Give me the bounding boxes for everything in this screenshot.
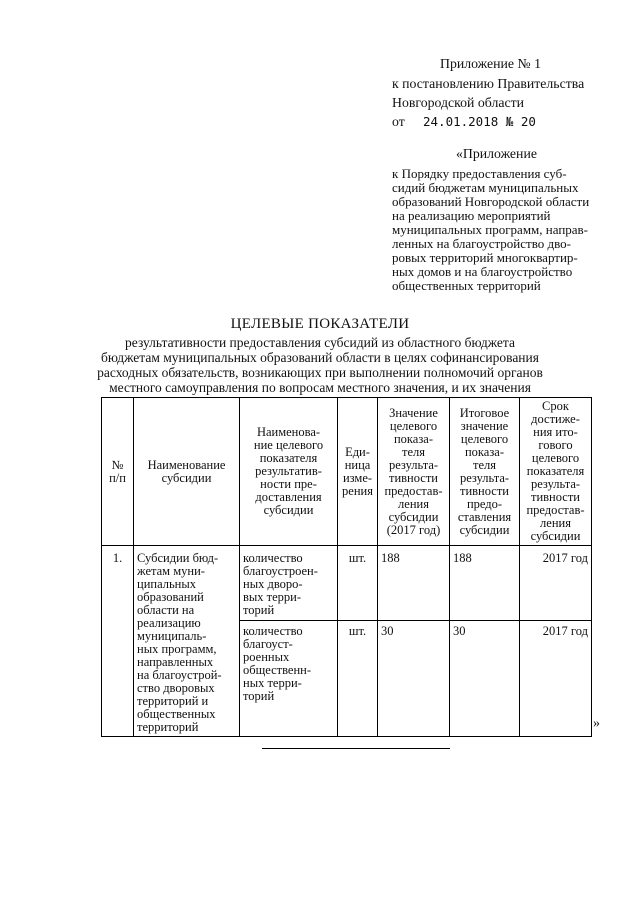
cell-line: вых терри-	[243, 590, 302, 604]
cell-line: значение	[460, 418, 509, 433]
cell-line: субсидии	[263, 503, 314, 517]
final-value: 30	[450, 621, 520, 737]
cell-line: показа-	[464, 444, 505, 459]
cell-line: изме-	[342, 470, 373, 485]
cell-line: территорий и	[137, 694, 209, 708]
cell-line: теля	[402, 444, 425, 459]
cell-line: территорий	[137, 720, 199, 734]
cell-line: области на	[137, 603, 195, 617]
indicator-name	[240, 621, 338, 737]
cell-line: результа-	[459, 470, 510, 485]
cell-line: №	[111, 457, 124, 472]
cell-line: достиже-	[531, 412, 580, 426]
cell-line: Наименование	[147, 457, 226, 472]
cell-line: направленных	[137, 655, 214, 669]
cell-line: ных терри-	[243, 676, 302, 691]
cell-line: целевого	[531, 451, 580, 465]
appendix-line: сидий бюджетам муниципальных	[392, 180, 579, 195]
subtitle-line: бюджетам муниципальных образований области в целях софинансирования	[101, 350, 539, 365]
cell-line: тивности	[388, 470, 438, 485]
header-unit	[338, 398, 378, 546]
target-value: 188	[378, 546, 450, 621]
unit: шт.	[338, 546, 378, 621]
cell-line: целевого	[389, 418, 438, 433]
header-subsidy-name	[134, 398, 240, 546]
cell-line: Еди-	[345, 444, 370, 459]
indicator-name	[240, 546, 338, 621]
cell-line: образований	[137, 590, 204, 604]
closing-quote: »	[593, 716, 600, 731]
cell-line: показателя	[526, 464, 585, 478]
cell-line: доставления	[255, 490, 322, 504]
final-value: 188	[450, 546, 520, 621]
header-number	[102, 398, 134, 546]
cell-line: предо-	[466, 496, 503, 511]
header-deadline	[520, 398, 592, 546]
cell-line: субсидии	[388, 509, 439, 524]
cell-line: ница	[344, 457, 371, 472]
cell-line: общественных	[137, 707, 216, 721]
cell-line: Наименова-	[256, 425, 321, 439]
appendix-line: на реализацию мероприятий	[392, 208, 551, 223]
deadline: 2017 год	[520, 546, 592, 621]
header-indicator-name	[240, 398, 338, 546]
cell-line: показателя	[259, 451, 318, 465]
cell-line: Срок	[542, 399, 569, 413]
subtitle-line: расходных обязательств, возникающих при выполнении полномочий органов	[97, 365, 543, 380]
subsidy-name	[134, 546, 240, 737]
row-number: 1.	[102, 546, 134, 737]
decree-line: к постановлению Правительства	[392, 76, 585, 91]
cell-line: ципальных	[137, 577, 197, 591]
cell-line: ставления	[457, 509, 512, 524]
cell-line: ных дворо-	[243, 577, 303, 591]
end-rule	[262, 748, 450, 749]
cell-line: торий	[243, 603, 275, 617]
cell-line: Итоговое	[459, 405, 510, 420]
cell-line: тивности	[530, 490, 580, 504]
appendix-line: ленных на благоустройство дво-	[392, 236, 572, 251]
unit: шт.	[338, 621, 378, 737]
cell-line: ние целевого	[253, 438, 324, 452]
cell-line: Субсидии бюд-	[137, 551, 219, 565]
cell-line: на благоустрой-	[137, 668, 222, 682]
subtitle-line: местного самоуправления по вопросам местного значения, и их значения	[109, 380, 531, 395]
header-final-value	[450, 398, 520, 546]
cell-line: ления	[540, 516, 571, 530]
cell-line: общественн-	[243, 663, 312, 678]
cell-line: количество	[243, 551, 303, 565]
appendix-line: к Порядку предоставления суб-	[392, 166, 567, 181]
appendix-block-title: «Приложение	[456, 146, 537, 161]
cell-line: теля	[473, 457, 496, 472]
cell-line: субсидии	[459, 522, 510, 537]
cell-line: жетам муни-	[137, 564, 205, 578]
cell-line: целевого	[460, 431, 509, 446]
appendix-line: общественных территорий	[392, 278, 541, 293]
cell-line: Значение	[389, 405, 438, 420]
cell-line: результа-	[388, 457, 439, 472]
cell-line: предостав-	[526, 503, 585, 517]
cell-line: ство дворовых	[137, 681, 215, 695]
cell-line: субсидии	[161, 470, 212, 485]
cell-line: гового	[538, 438, 573, 452]
appendix-line: муниципальных программ, направ-	[392, 222, 589, 237]
appendix-line: ровых территорий многоквартир-	[392, 250, 578, 265]
document-title: ЦЕЛЕВЫЕ ПОКАЗАТЕЛИ	[230, 316, 410, 332]
cell-line: тивности	[459, 483, 509, 498]
appendix-title: Приложение № 1	[440, 56, 542, 71]
cell-line: муниципаль-	[137, 629, 207, 643]
cell-line: ния ито-	[533, 425, 578, 439]
target-value: 30	[378, 621, 450, 737]
cell-line: ности пре-	[260, 477, 317, 491]
cell-line: предостав-	[384, 483, 443, 498]
header-target-value	[378, 398, 450, 546]
cell-line: результатив-	[255, 464, 322, 478]
cell-line: рения	[342, 483, 373, 498]
indicators-table	[101, 397, 592, 737]
cell-line: количество	[243, 624, 303, 639]
cell-line: п/п	[109, 470, 126, 485]
cell-line: ных программ,	[137, 642, 217, 656]
cell-line: показа-	[393, 431, 434, 446]
region-line: Новгородской области	[392, 95, 524, 110]
appendix-line: ных домов и на благоустройство	[392, 264, 573, 279]
cell-line: (2017 год)	[386, 522, 441, 537]
date-prefix: от	[392, 114, 405, 129]
cell-line: результа-	[530, 477, 581, 491]
cell-line: благоустроен-	[243, 564, 318, 578]
cell-line: ления	[398, 496, 429, 511]
date-value: 24.01.2018 № 20	[423, 114, 536, 129]
subtitle-line: результативности предоставления субсидий из областного бюджета	[125, 335, 515, 350]
cell-line: реализацию	[137, 616, 201, 630]
deadline: 2017 год	[520, 621, 592, 737]
cell-line: торий	[243, 689, 275, 704]
cell-line: роенных	[243, 650, 290, 665]
cell-line: благоуст-	[243, 637, 293, 652]
cell-line: субсидии	[530, 529, 581, 543]
appendix-line: образований Новгородской области	[392, 194, 590, 209]
